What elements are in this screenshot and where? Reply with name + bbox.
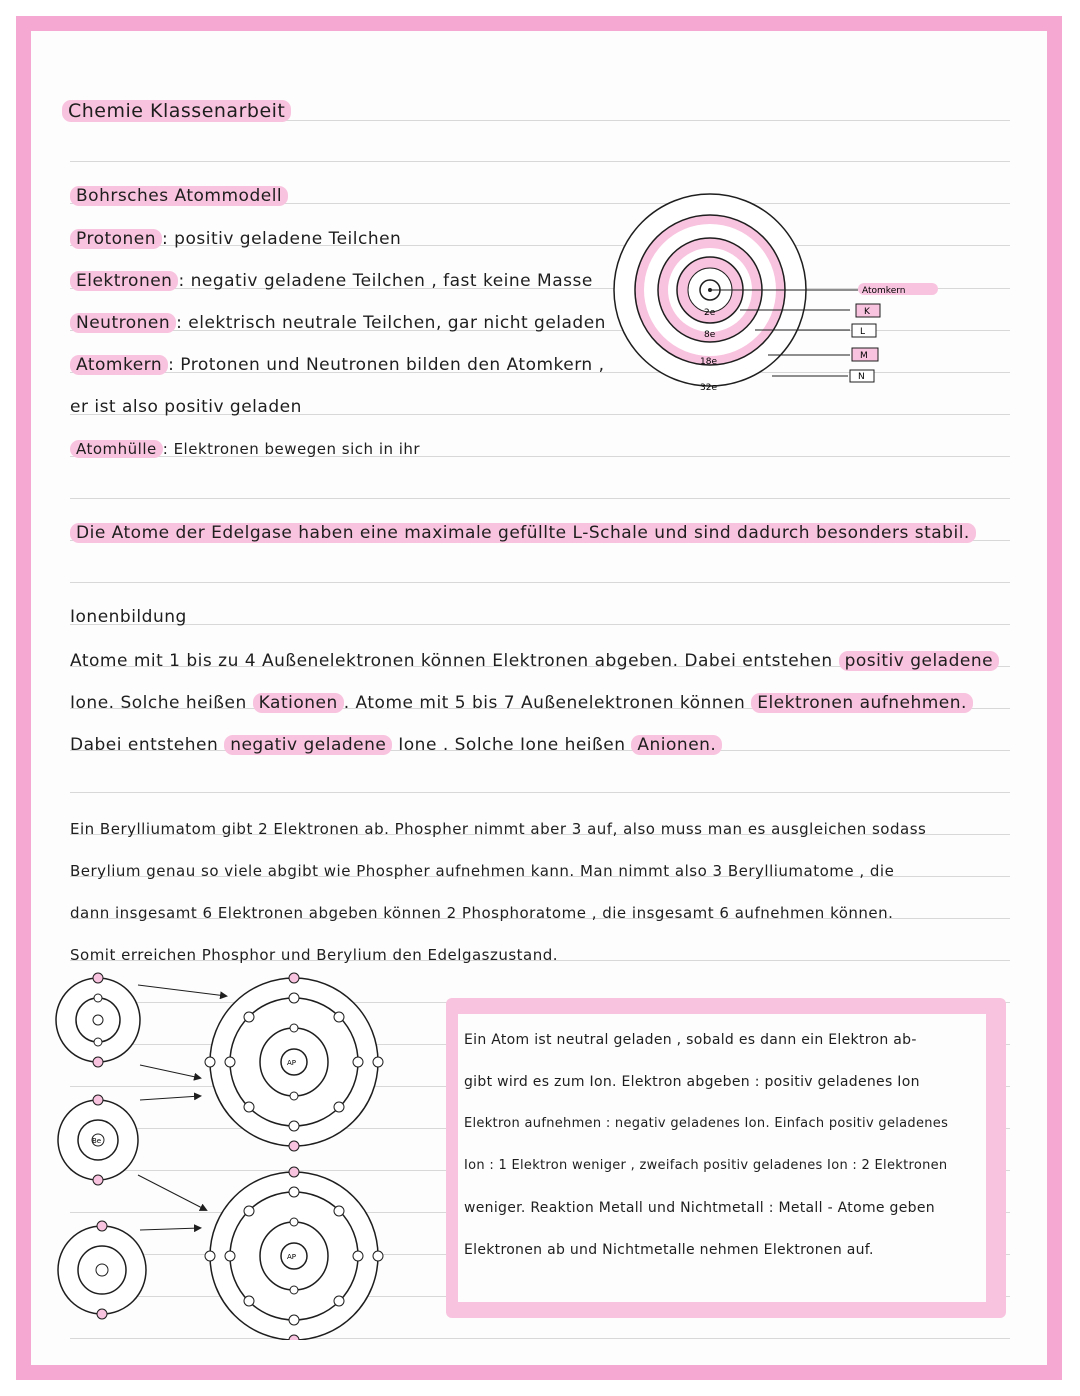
beryllium-atom-1 — [56, 973, 140, 1067]
definition-atomkern-cont: er ist also positiv geladen — [70, 397, 302, 417]
beryllium-atom-3 — [58, 1221, 146, 1319]
beryllium-atom-2 — [58, 1095, 138, 1185]
page-title: Chemie Klassenarbeit — [62, 100, 291, 122]
note-line-4: Ion : 1 Elektron weniger , zweifach positiv geladenes Ion : 2 Elektronen — [464, 1158, 948, 1173]
ions-line-1: Atome mit 1 bis zu 4 Außenelektronen können Elektronen abgeben. Dabei entstehen positiv geladene — [70, 650, 999, 672]
electron-count-n: 32e — [700, 383, 717, 393]
ions-heading: Ionenbildung — [70, 607, 187, 627]
noble-gas-statement: Die Atome der Edelgase haben eine maximale gefüllte L-Schale und sind dadurch besonders stabil. — [70, 522, 976, 544]
svg-text:N: N — [858, 372, 865, 382]
svg-text:M: M — [860, 351, 868, 361]
definition-neutronen: Neutronen : elektrisch neutrale Teilchen, gar nicht geladen — [70, 312, 606, 334]
phosphor-atom-2 — [205, 1167, 383, 1340]
definition-protonen: Protonen : positiv geladene Teilchen — [70, 228, 401, 250]
definition-elektronen: Elektronen : negativ geladene Teilchen , fast keine Masse — [70, 270, 593, 292]
large-nucleus-label-1: AP — [287, 1059, 297, 1067]
note-line-5: weniger. Reaktion Metall und Nichtmetall : Metall - Atome geben — [464, 1200, 935, 1216]
ions-line-2: Ione. Solche heißen Kationen . Atome mit 5 bis 7 Außenelektronen können Elektronen aufnehmen. — [70, 692, 973, 714]
example-line-3: dann insgesamt 6 Elektronen abgeben können 2 Phosphoratome , die insgesamt 6 aufnehmen können. — [70, 904, 894, 922]
example-line-2: Berylium genau so viele abgibt wie Phospher aufnehmen kann. Man nimmt also 3 Berylliumatome , die — [70, 862, 895, 880]
large-nucleus-label-2: AP — [287, 1253, 297, 1261]
note-line-6: Elektronen ab und Nichtmetalle nehmen Elektronen auf. — [464, 1242, 874, 1258]
ion-formation-diagram — [50, 970, 410, 1340]
small-nucleus-label: Be — [92, 1137, 102, 1145]
electron-count-k: 2e — [704, 308, 716, 318]
ions-line-3: Dabei entstehen negativ geladene Ione . Solche Ione heißen Anionen. — [70, 734, 722, 756]
definition-atomkern: Atomkern : Protonen und Neutronen bilden den Atomkern , — [70, 354, 605, 376]
atomkern-label: Atomkern — [862, 286, 906, 296]
electron-count-m: 18e — [700, 357, 717, 367]
svg-text:L: L — [860, 327, 866, 337]
example-line-4: Somit erreichen Phosphor und Berylium den Edelgaszustand. — [70, 946, 559, 964]
electron-count-l: 8e — [704, 330, 716, 340]
example-line-1: Ein Berylliumatom gibt 2 Elektronen ab. Phospher nimmt aber 3 auf, also muss man es ausgleichen sodass — [70, 820, 927, 838]
definition-atomhuelle: Atomhülle : Elektronen bewegen sich in ihr — [70, 438, 420, 460]
bohr-heading: Bohrsches Atommodell — [70, 185, 288, 207]
note-line-2: gibt wird es zum Ion. Elektron abgeben : positiv geladenes Ion — [464, 1074, 920, 1090]
bohr-model-diagram — [600, 190, 960, 420]
phosphor-atom-1 — [205, 973, 383, 1151]
note-line-1: Ein Atom ist neutral geladen , sobald es dann ein Elektron ab- — [464, 1032, 917, 1048]
note-line-3: Elektron aufnehmen : negativ geladenes Ion. Einfach positiv geladenes — [464, 1116, 949, 1131]
svg-text:K: K — [864, 307, 870, 317]
